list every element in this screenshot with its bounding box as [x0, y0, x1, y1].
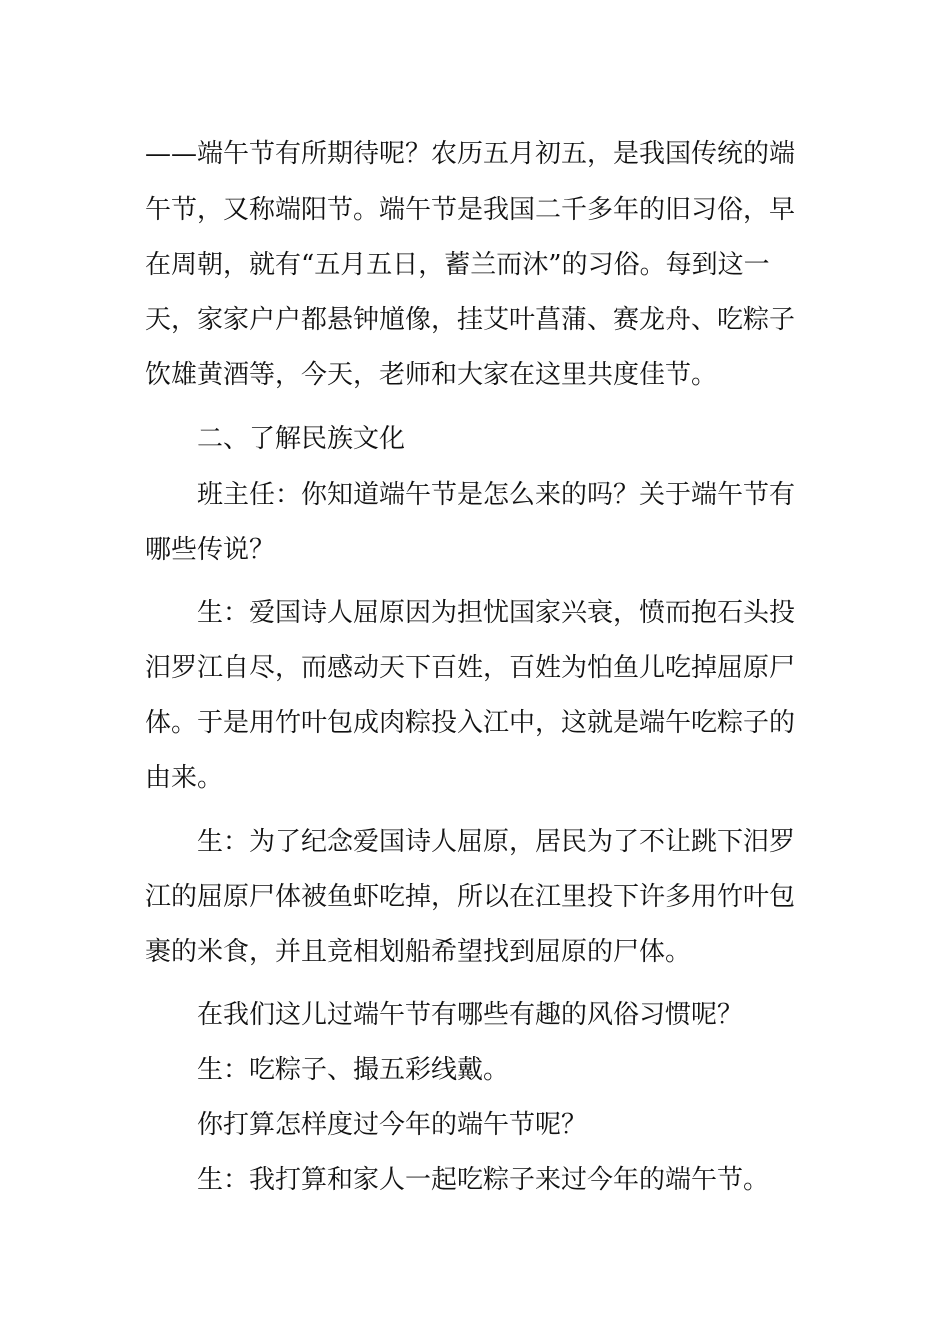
text-line: 饮雄黄酒等，今天，老师和大家在这里共度佳节。 — [145, 360, 718, 390]
text-line: 生：爱国诗人屈原因为担忧国家兴衰，愤而抱石头投 — [197, 598, 796, 628]
text-line: 班主任：你知道端午节是怎么来的吗？关于端午节有 — [197, 480, 796, 510]
text-line: 天，家家户户都悬钟馗像，挂艾叶菖蒲、赛龙舟、吃粽子 — [145, 305, 796, 335]
text-line: 裹的米食，并且竞相划船希望找到屈原的尸体。 — [145, 937, 692, 967]
text-line: 午节，又称端阳节。端午节是我国二千多年的旧习俗，早 — [145, 195, 796, 225]
text-line: 由来。 — [145, 763, 224, 793]
text-line: 体。于是用竹叶包成肉粽投入江中，这就是端午吃粽子的 — [145, 708, 796, 738]
text-line: 哪些传说？ — [145, 535, 276, 565]
text-line: 汨罗江自尽，而感动天下百姓，百姓为怕鱼儿吃掉屈原尸 — [145, 653, 796, 683]
text-line: 生：吃粽子、撮五彩线戴。 — [197, 1055, 510, 1085]
text-line: ——端午节有所期待呢？农历五月初五，是我国传统的端 — [145, 139, 796, 169]
text-line: 在周朝，就有“五月五日，蓄兰而沐”的习俗。每到这一 — [145, 250, 770, 280]
text-line: 生：我打算和家人一起吃粽子来过今年的端午节。 — [197, 1165, 770, 1195]
section-heading: 二、了解民族文化 — [197, 424, 406, 454]
text-line: 江的屈原尸体被鱼虾吃掉，所以在江里投下许多用竹叶包 — [145, 882, 796, 912]
text-line: 生：为了纪念爱国诗人屈原，居民为了不让跳下汨罗 — [197, 827, 796, 857]
text-line: 你打算怎样度过今年的端午节呢？ — [197, 1110, 588, 1140]
text-line: 在我们这儿过端午节有哪些有趣的风俗习惯呢？ — [197, 1000, 744, 1030]
